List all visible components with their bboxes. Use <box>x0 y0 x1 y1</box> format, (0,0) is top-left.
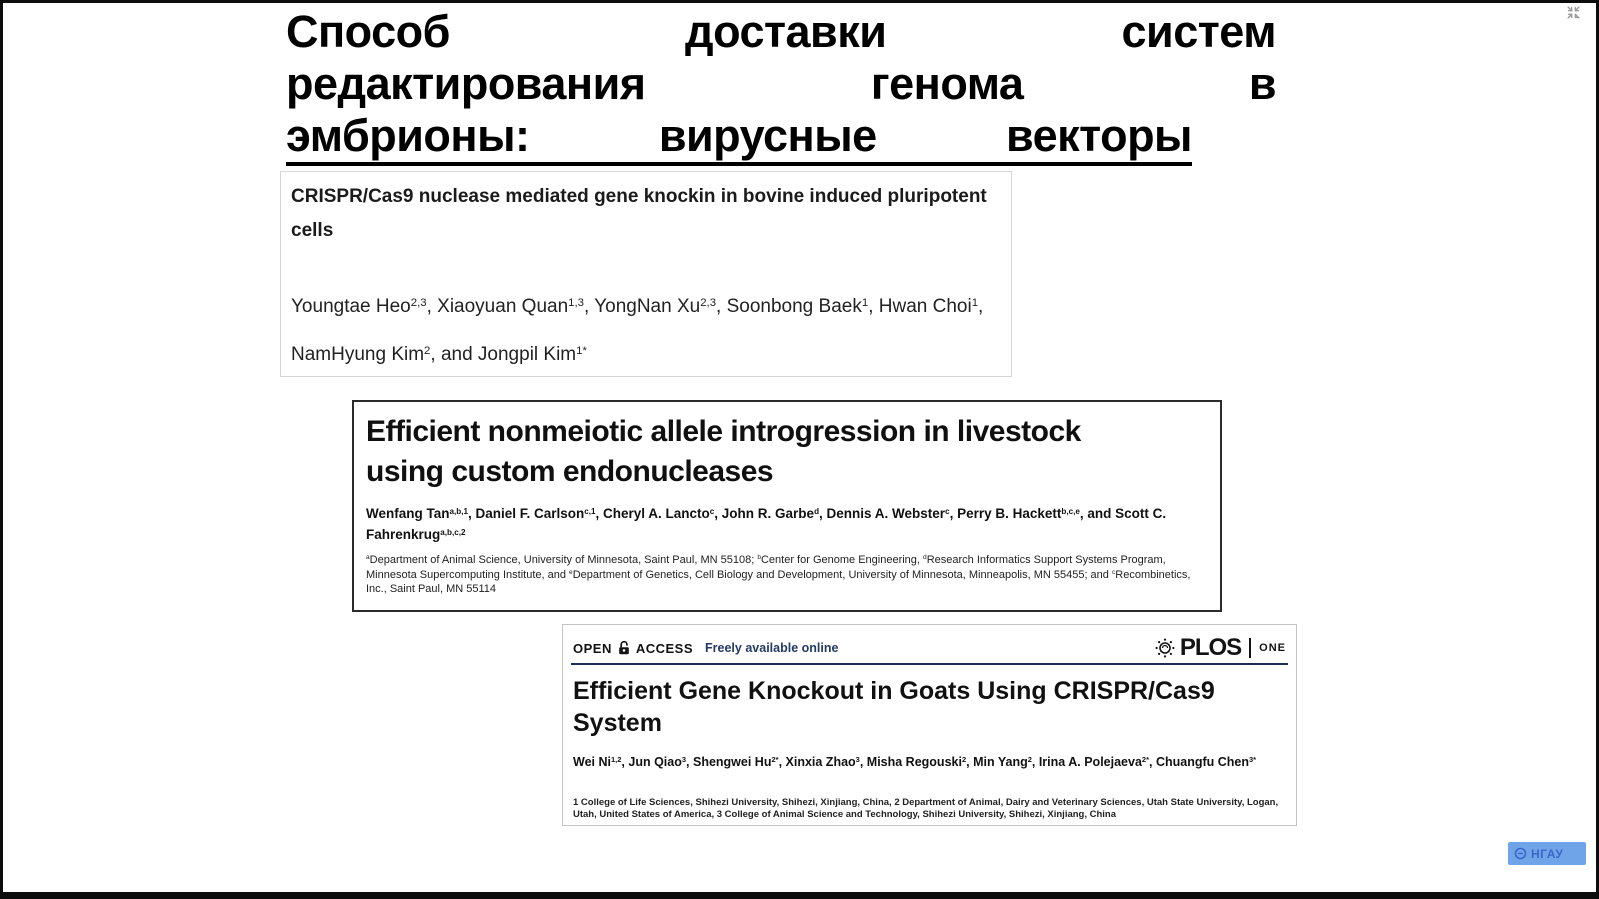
paper-card-bovine-knockin <box>280 171 1012 377</box>
open-access-access-label: ACCESS <box>635 640 694 656</box>
plos-one-edition-label: ONE <box>1259 642 1286 654</box>
plos-one-logo <box>1154 634 1286 662</box>
slide-title-line-1: Способ доставки систем <box>286 6 1276 57</box>
paper3-header-rule <box>571 663 1288 665</box>
paper2-affiliations: $^a$Department of Animal Science, University of Minnesota, Saint Paul, MN 55108; $^b$Center for Genome Engineering, $^d$Research Informatics Support Systems Program, Minnesota Supercomputing Institute, and $^e$Department of Genetics, Cell Biology and Development, University of Minnesota, Minneapolis, MN 55455; and $^c$Recombinetics, Inc., Saint Paul, MN 55114 <box>366 554 1191 595</box>
paper1-title <box>291 180 987 248</box>
exit-fullscreen-icon[interactable] <box>1566 5 1581 20</box>
plos-logo-divider <box>1249 638 1251 658</box>
paper3-title-line-2: System <box>573 709 662 737</box>
paper2-title-line-2: using custom endonucleases <box>366 455 774 488</box>
watermark-label: НГАУ <box>1531 846 1564 861</box>
paper3-journal-header <box>573 635 1286 661</box>
paper1-title-line-1: CRISPR/Cas9 nuclease mediated gene knockin in bovine induced pluripotent <box>291 186 987 207</box>
plos-wordmark: PLOS <box>1179 634 1242 661</box>
open-access-open-label: OPEN <box>573 640 612 656</box>
paper2-authors: Wenfang Tan$^{a,b,1}$, Daniel F. Carlson$^{c,1}$, Cheryl A. Lancto$^c$, John R. Garbe$^d$, Dennis A. Webster$^c$, Perry B. Hackett$^{b,c,e}$, and Scott C. Fahrenkrug$^{a,b,c,2}$ <box>366 506 1167 542</box>
paper3-affiliations: 1 College of Life Sciences, Shihezi University, Shihezi, Xinjiang, China, 2 Department of Animal, Dairy and Veterinary Sciences, Utah State University, Logan, Utah, United States of America, 3 College of Animal Science and Technology, Shihezi University, Shihezi, Xinjiang, China <box>573 797 1279 820</box>
paper1-title-line-2: cells <box>291 220 334 241</box>
paper3-title-line-1: Efficient Gene Knockout in Goats Using CRISPR/Cas9 <box>573 677 1215 705</box>
ngau-emblem-icon <box>1514 847 1527 860</box>
slide-title <box>286 6 1276 166</box>
paper2-title-line-1: Efficient nonmeiotic allele introgression in livestock <box>366 415 1081 448</box>
ngau-watermark <box>1508 842 1586 865</box>
open-lock-icon <box>617 640 631 656</box>
slide-title-line-3: эмбрионы: вирусные векторы <box>286 110 1192 166</box>
paper2-title <box>366 412 1081 492</box>
slide-title-line-2: редактирования генома в <box>286 58 1276 109</box>
paper1-authors: Youngtae Heo$^{2,3}$, Xiaoyuan Quan$^{1,3}$, YongNan Xu$^{2,3}$, Soonbong Baek$^1$, Hwan Choi$^1$, NamHyung Kim$^2$, and Jongpil Kim$^{1*}$ <box>291 296 984 365</box>
plos-gear-icon <box>1154 637 1176 659</box>
paper-card-allele-introgression <box>352 400 1222 612</box>
paper3-authors: Wei Ni$^{1,2}$, Jun Qiao$^3$, Shengwei $Hu^{2*}$, Xinxia Zhao$^3$, Misha Regouski$^2$, Min Yang$^2$, Irina A. Polejaeva$^{2*}$, Chuangfu Chen$^{3*}$ <box>573 754 1257 769</box>
paper3-title <box>573 675 1215 739</box>
open-access-banner <box>573 640 838 656</box>
paper-card-goat-knockout <box>562 624 1297 826</box>
freely-available-label: Freely available online <box>705 641 839 655</box>
